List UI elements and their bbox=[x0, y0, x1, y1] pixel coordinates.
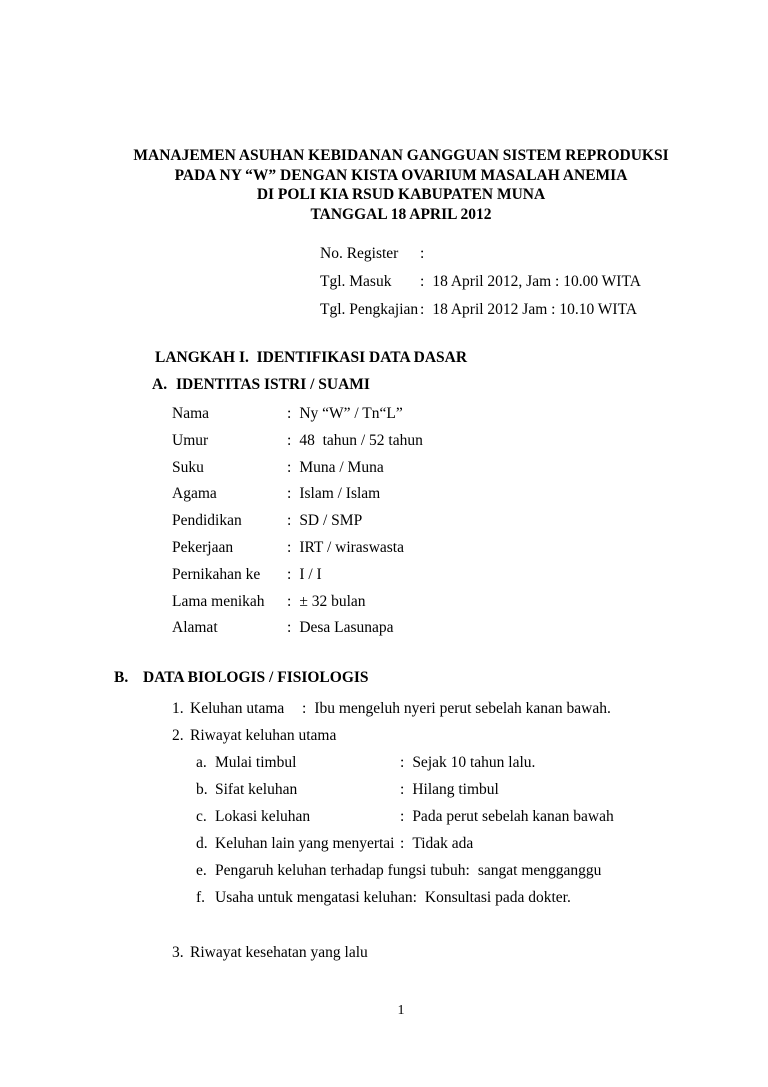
subitem-lokasi-keluhan bbox=[196, 803, 688, 830]
title-line-4: TANGGAL 18 APRIL 2012 bbox=[310, 205, 492, 223]
item-riwayat-kesehatan bbox=[172, 939, 688, 966]
field-label: Alamat bbox=[172, 619, 218, 637]
field-row-pendidikan bbox=[172, 508, 688, 535]
field-label: Pernikahan ke bbox=[172, 565, 261, 583]
subitem-colon: : bbox=[400, 808, 405, 826]
subitem-value: Tidak ada bbox=[412, 835, 474, 853]
field-colon: : bbox=[287, 565, 292, 583]
register-row bbox=[320, 240, 688, 268]
section-a-letter: A. bbox=[152, 376, 168, 393]
subitem-value: Konsultasi pada dokter. bbox=[424, 889, 571, 907]
section-b-items bbox=[172, 695, 688, 966]
field-value: Desa Lasunapa bbox=[299, 619, 394, 637]
register-row bbox=[320, 296, 688, 324]
register-label: Tgl. Pengkajian bbox=[320, 301, 419, 318]
subitem-label: Sifat keluhan bbox=[215, 781, 298, 799]
subitem-label: Pengaruh keluhan terhadap fungsi tubuh bbox=[215, 862, 466, 880]
field-row-alamat bbox=[172, 615, 688, 642]
field-value: Ny “W” / Tn“L” bbox=[299, 405, 403, 422]
item-number: 2. bbox=[172, 727, 184, 745]
item-colon: : bbox=[302, 700, 307, 718]
field-colon: : bbox=[287, 458, 292, 476]
register-colon: : bbox=[420, 245, 425, 262]
register-value: 18 April 2012, Jam : 10.00 WITA bbox=[432, 273, 641, 290]
subitem-usaha-mengatasi bbox=[196, 884, 688, 911]
subitem-keluhan-lain bbox=[196, 830, 688, 857]
subitem-letter: d. bbox=[196, 835, 208, 853]
item-label: Keluhan utama bbox=[190, 700, 285, 718]
field-row-pekerjaan bbox=[172, 535, 688, 562]
field-value: Muna / Muna bbox=[299, 458, 384, 476]
subitem-value: Hilang timbul bbox=[412, 781, 499, 799]
register-block bbox=[320, 240, 688, 324]
register-label: Tgl. Masuk bbox=[320, 273, 392, 290]
title-line-2: PADA NY “W” DENGAN KISTA OVARIUM MASALAH ANEMIA bbox=[174, 166, 628, 184]
field-colon: : bbox=[287, 619, 292, 637]
item-number: 1. bbox=[172, 700, 184, 718]
document-title bbox=[114, 146, 688, 224]
register-colon: : bbox=[420, 273, 425, 290]
item-value: Ibu mengeluh nyeri perut sebelah kanan bawah. bbox=[314, 700, 611, 718]
field-label: Nama bbox=[172, 405, 210, 422]
register-label: No. Register bbox=[320, 245, 399, 262]
item-riwayat-keluhan bbox=[172, 722, 688, 749]
subitem-pengaruh-keluhan bbox=[196, 857, 688, 884]
field-row-nama bbox=[172, 401, 688, 428]
identity-fields bbox=[172, 401, 688, 642]
subitem-colon: : bbox=[400, 754, 405, 772]
subitem-letter: e. bbox=[196, 862, 207, 880]
field-colon: : bbox=[287, 405, 292, 422]
field-row-lama-menikah bbox=[172, 589, 688, 616]
field-label: Lama menikah bbox=[172, 592, 265, 610]
section-b-heading bbox=[114, 668, 688, 688]
field-label: Agama bbox=[172, 485, 217, 503]
item-label: Riwayat kesehatan yang lalu bbox=[190, 944, 368, 962]
field-value: Islam / Islam bbox=[299, 485, 381, 503]
field-colon: : bbox=[287, 485, 292, 503]
subitem-label: Lokasi keluhan bbox=[215, 808, 311, 826]
page-number: 1 bbox=[397, 1003, 405, 1018]
title-line-3: DI POLI KIA RSUD KABUPATEN MUNA bbox=[256, 186, 546, 203]
title-line-1: MANAJEMEN ASUHAN KEBIDANAN GANGGUAN SISTEM REPRODUKSI bbox=[133, 147, 669, 164]
field-row-suku bbox=[172, 455, 688, 482]
field-colon: : bbox=[287, 431, 292, 449]
item-number: 3. bbox=[172, 944, 184, 962]
field-label: Suku bbox=[172, 458, 204, 476]
subitem-sifat-keluhan bbox=[196, 776, 688, 803]
field-colon: : bbox=[287, 592, 292, 610]
register-colon: : bbox=[420, 301, 425, 318]
register-row bbox=[320, 268, 688, 296]
section-b-letter: B. bbox=[114, 669, 129, 687]
field-label: Pendidikan bbox=[172, 512, 242, 530]
riwayat-keluhan-subitems bbox=[196, 749, 688, 911]
subitem-mulai-timbul bbox=[196, 749, 688, 776]
subitem-colon: : bbox=[465, 862, 470, 880]
subitem-letter: f. bbox=[196, 889, 206, 907]
field-colon: : bbox=[287, 538, 292, 556]
item-keluhan-utama bbox=[172, 695, 688, 722]
subitem-label: Mulai timbul bbox=[215, 754, 297, 772]
subitem-value: sangat mengganggu bbox=[477, 862, 602, 880]
field-colon: : bbox=[287, 512, 292, 530]
section-a-title: IDENTITAS ISTRI / SUAMI bbox=[176, 376, 370, 393]
section-a-heading bbox=[152, 375, 688, 395]
field-row-agama bbox=[172, 481, 688, 508]
field-value: IRT / wiraswasta bbox=[299, 538, 404, 556]
register-value: 18 April 2012 Jam : 10.10 WITA bbox=[432, 301, 638, 318]
item-label: Riwayat keluhan utama bbox=[190, 727, 337, 745]
subitem-letter: c. bbox=[196, 808, 207, 826]
langkah-heading: LANGKAH I. IDENTIFIKASI DATA DASAR bbox=[155, 349, 468, 366]
field-row-pernikahan bbox=[172, 562, 688, 589]
field-label: Umur bbox=[172, 431, 209, 449]
subitem-value: Pada perut sebelah kanan bawah bbox=[412, 808, 614, 826]
subitem-label: Keluhan lain yang menyertai bbox=[215, 835, 395, 853]
field-value: SD / SMP bbox=[299, 512, 363, 530]
field-value: I / I bbox=[299, 565, 322, 583]
subitem-label: Usaha untuk mengatasi keluhan bbox=[215, 889, 413, 907]
field-label: Pekerjaan bbox=[172, 538, 234, 556]
field-row-umur bbox=[172, 428, 688, 455]
subitem-colon: : bbox=[412, 889, 417, 907]
subitem-value: Sejak 10 tahun lalu. bbox=[412, 754, 536, 772]
subitem-letter: a. bbox=[196, 754, 207, 772]
subitem-colon: : bbox=[400, 835, 405, 853]
subitem-colon: : bbox=[400, 781, 405, 799]
section-b-title: DATA BIOLOGIS / FISIOLOGIS bbox=[143, 669, 369, 687]
subitem-letter: b. bbox=[196, 781, 208, 799]
field-value: ± 32 bulan bbox=[299, 592, 366, 610]
field-value: 48 tahun / 52 tahun bbox=[299, 431, 423, 449]
